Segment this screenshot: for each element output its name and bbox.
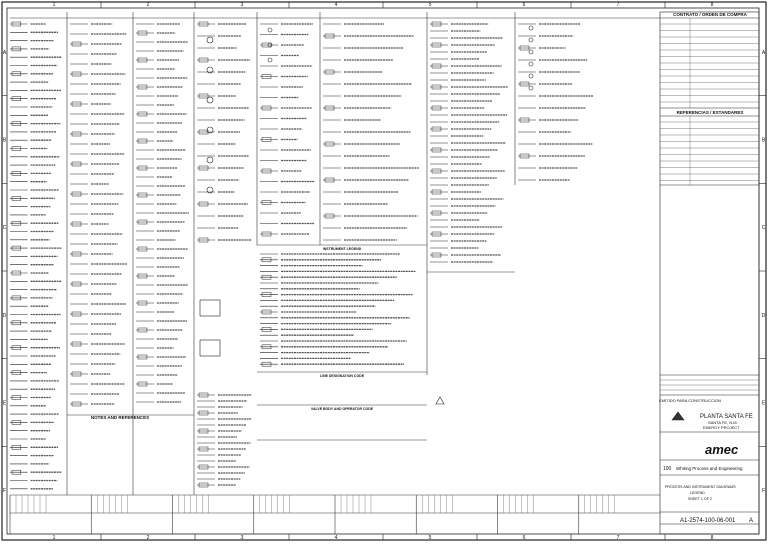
legend-row bbox=[10, 221, 58, 225]
project-sub1: SANTA FE, N.M. bbox=[708, 420, 738, 425]
legend-row bbox=[10, 196, 55, 200]
legend-row bbox=[10, 420, 54, 424]
legend-row bbox=[430, 85, 508, 89]
legend-row bbox=[197, 465, 250, 469]
zone-column-3-bottom: 3 bbox=[240, 535, 244, 541]
legend-row bbox=[70, 72, 126, 76]
zone-column-1-bottom: 1 bbox=[52, 535, 56, 541]
legend-row bbox=[260, 293, 413, 297]
legend-row bbox=[323, 106, 391, 110]
zone-column-2-top: 2 bbox=[146, 2, 150, 8]
drawing-sheet: SHEET 1 OF 2 bbox=[688, 497, 712, 501]
legend-row bbox=[430, 211, 488, 215]
legend-row bbox=[197, 202, 248, 206]
company-logo: amec bbox=[705, 442, 739, 457]
revision-strip bbox=[10, 495, 615, 534]
legend-row bbox=[10, 47, 49, 51]
legend-row bbox=[10, 97, 57, 101]
legend-row bbox=[197, 411, 238, 415]
zone-column-3-top: 3 bbox=[240, 2, 244, 8]
drawing-title2: LEGEND bbox=[690, 491, 705, 495]
legend-row bbox=[136, 112, 187, 116]
project-sub2: ENERGY PROJECT bbox=[703, 425, 740, 430]
zone-row-F-left: F bbox=[2, 488, 7, 495]
legend-row bbox=[197, 94, 236, 98]
zone-column-5-bottom: 5 bbox=[428, 535, 432, 541]
status-text: EMITIDO PARA CONSTRUCCION bbox=[659, 398, 721, 403]
zone-row-F-right: F bbox=[761, 488, 766, 495]
legend-row bbox=[430, 64, 502, 68]
legend-row bbox=[430, 127, 491, 131]
contract-header: CONTRATO / ORDEN DE COMPRA bbox=[673, 12, 747, 17]
legend-row bbox=[136, 139, 173, 143]
zone-row-E-right: E bbox=[761, 400, 766, 407]
legend-row bbox=[70, 132, 115, 136]
legend-row bbox=[70, 402, 115, 406]
legend-row bbox=[323, 34, 414, 38]
legend-row bbox=[136, 247, 188, 251]
zone-column-7-bottom: 7 bbox=[616, 535, 620, 541]
legend-row bbox=[323, 70, 382, 74]
legend-row bbox=[70, 342, 125, 346]
legend-row bbox=[430, 253, 501, 257]
legend-row bbox=[518, 46, 566, 50]
legend-row bbox=[260, 106, 312, 110]
zone-column-6-top: 6 bbox=[522, 2, 526, 8]
legend-row bbox=[70, 192, 123, 196]
legend-row bbox=[10, 371, 47, 375]
title-block-rules bbox=[660, 18, 759, 390]
zone-column-2-bottom: 2 bbox=[146, 535, 150, 541]
notes-section-title: NOTES AND REFERENCES bbox=[90, 415, 150, 420]
legend-row bbox=[260, 258, 381, 262]
legend-row bbox=[430, 148, 498, 152]
legend-row bbox=[430, 232, 494, 236]
legend-row bbox=[10, 470, 62, 474]
legend-row bbox=[197, 130, 240, 134]
zone-row-B-right: B bbox=[761, 137, 766, 144]
legend-row bbox=[136, 274, 175, 278]
legend-row bbox=[323, 214, 418, 218]
legend-row bbox=[10, 445, 58, 449]
legend-row bbox=[10, 122, 60, 126]
legend-row bbox=[70, 312, 121, 316]
legend-row bbox=[260, 345, 388, 349]
zone-row-E-left: E bbox=[2, 400, 7, 407]
legend-row bbox=[260, 75, 308, 79]
zone-column-8-top: 8 bbox=[710, 2, 714, 8]
legend-row bbox=[323, 142, 400, 146]
legend-row bbox=[136, 166, 177, 170]
legend-row bbox=[10, 22, 46, 26]
zone-column-4-top: 4 bbox=[334, 2, 338, 8]
legend-row bbox=[197, 393, 252, 397]
valve-codes-title: VALVE BODY AND OPERATOR CODE bbox=[310, 407, 374, 411]
legend-row bbox=[430, 43, 495, 47]
legend-row bbox=[70, 42, 121, 46]
legend-row bbox=[260, 201, 305, 205]
legend-row bbox=[323, 178, 409, 182]
project-name: PLANTA SANTA FE bbox=[700, 414, 753, 420]
zone-row-D-left: D bbox=[2, 312, 7, 319]
legend-row bbox=[136, 58, 179, 62]
legend-row bbox=[430, 169, 505, 173]
legend-row bbox=[10, 346, 60, 350]
zone-column-7-top: 7 bbox=[616, 2, 620, 8]
legend-row bbox=[10, 246, 62, 250]
legend-row bbox=[10, 296, 53, 300]
legend-row bbox=[70, 282, 117, 286]
legend-row bbox=[70, 372, 110, 376]
legend-row bbox=[197, 22, 246, 26]
instrument-table-title: INSTRUMENT LEGEND bbox=[322, 247, 362, 251]
revision-letter: A bbox=[749, 518, 754, 524]
legend-row bbox=[10, 396, 51, 400]
legend-column-dividers bbox=[10, 12, 660, 513]
drawing-title: PROCESS AND INSTRUMENT DIAGRAMS bbox=[665, 485, 736, 489]
legend-row bbox=[260, 310, 357, 314]
legend-row bbox=[136, 382, 173, 386]
zone-row-C-right: C bbox=[761, 225, 766, 232]
legend-row bbox=[260, 275, 397, 279]
legend-row bbox=[430, 106, 485, 110]
legend-row bbox=[518, 118, 578, 122]
legend-symbol-glyphs bbox=[200, 26, 684, 420]
line-codes-title: LINE DESIGNATION CODE bbox=[319, 374, 365, 378]
legend-row bbox=[10, 271, 49, 275]
legend-row bbox=[136, 31, 175, 35]
legend-row bbox=[430, 190, 481, 194]
zone-row-C-left: C bbox=[2, 225, 7, 232]
legend-row bbox=[260, 43, 304, 47]
legend-row bbox=[10, 171, 51, 175]
legend-row bbox=[136, 355, 186, 359]
legend-row bbox=[197, 447, 246, 451]
drawing-number: A1-2574-100-06-001 bbox=[680, 518, 736, 524]
legend-row bbox=[197, 238, 252, 242]
zone-column-5-top: 5 bbox=[428, 2, 432, 8]
zone-column-4-bottom: 4 bbox=[334, 535, 338, 541]
legend-row bbox=[136, 85, 183, 89]
legend-row bbox=[10, 147, 47, 151]
legend-row bbox=[197, 58, 250, 62]
legend-row bbox=[136, 193, 181, 197]
zone-column-8-bottom: 8 bbox=[710, 535, 714, 541]
legend-row bbox=[136, 328, 182, 332]
legend-row bbox=[518, 154, 585, 158]
legend-row bbox=[260, 232, 309, 236]
references-header: REFERENCIAS / ESTANDARES bbox=[676, 110, 744, 115]
legend-row bbox=[70, 252, 113, 256]
zone-column-1-top: 1 bbox=[52, 2, 56, 8]
legend-row bbox=[197, 483, 236, 487]
legend-row bbox=[70, 222, 108, 226]
legend-row bbox=[197, 429, 242, 433]
zone-row-B-left: B bbox=[2, 137, 7, 144]
legend-row bbox=[70, 102, 111, 106]
legend-row bbox=[197, 166, 244, 170]
zone-row-D-right: D bbox=[761, 312, 766, 319]
legend-row bbox=[518, 82, 572, 86]
legend-row bbox=[136, 301, 179, 305]
legend-row bbox=[430, 22, 488, 26]
zone-column-6-bottom: 6 bbox=[522, 535, 526, 541]
legend-row bbox=[70, 162, 119, 166]
legend-row bbox=[10, 321, 56, 325]
legend-row bbox=[260, 327, 373, 331]
legend-row bbox=[10, 72, 53, 76]
company-unit: 100 bbox=[663, 466, 672, 472]
legend-row bbox=[260, 138, 298, 142]
legend-row bbox=[260, 362, 404, 366]
zone-row-A-right: A bbox=[761, 49, 766, 56]
zone-row-A-left: A bbox=[2, 49, 7, 56]
legend-row bbox=[136, 220, 185, 224]
company-division: Whiting Process and Engineering bbox=[676, 466, 743, 471]
legend-row bbox=[260, 169, 302, 173]
